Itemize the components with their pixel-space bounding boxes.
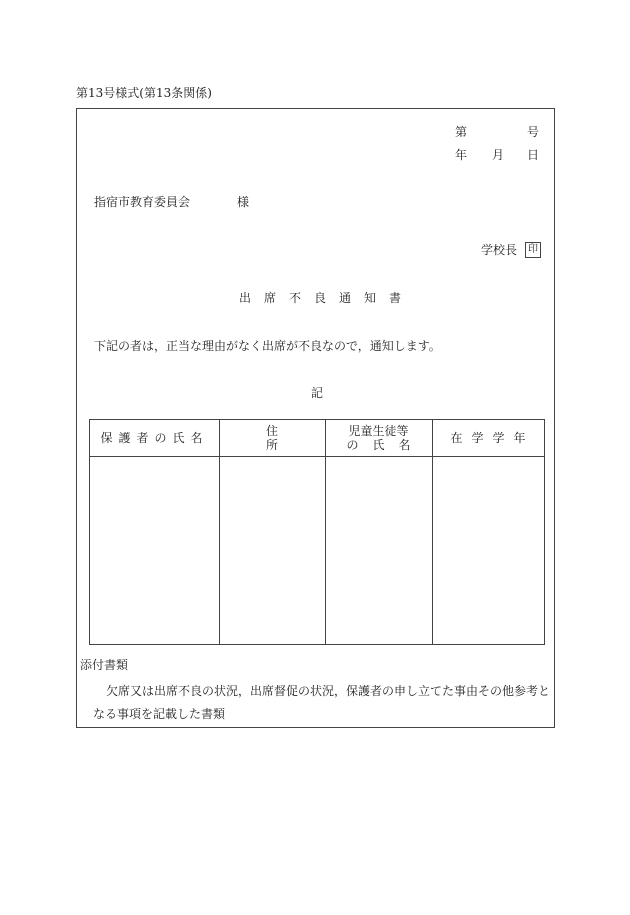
date-month: 月 <box>492 148 505 162</box>
date-year: 年 <box>455 148 468 162</box>
doc-number-dai: 第 <box>455 125 468 139</box>
addressee-name: 指宿市教育委員会 <box>94 195 191 209</box>
doc-number-go: 号 <box>527 125 540 139</box>
attachment-label: 添付書類 <box>80 658 129 672</box>
form-number: 第13号様式(第13条関係) <box>76 86 212 100</box>
document-title: 出席不良通知書 <box>239 291 415 305</box>
header-grade: 在学学年 <box>450 431 535 445</box>
sender-title: 学校長 <box>481 243 518 257</box>
attachment-line-1: 欠席又は出席不良の状況，出席督促の状況，保護者の申し立てた事由その他参考と <box>106 684 551 698</box>
header-student-name <box>325 420 432 456</box>
header-address: 住所 <box>265 424 324 452</box>
header-student-line2: の氏名 <box>346 438 425 452</box>
date-day: 日 <box>527 148 540 162</box>
attachment-line-2: なる事項を記載した書類 <box>93 707 226 721</box>
body-text: 下記の者は，正当な理由がなく出席が不良なので，通知します。 <box>94 339 441 353</box>
table-header-divider <box>90 456 544 457</box>
header-guardian-name: 保護者の氏名 <box>100 431 209 445</box>
ki-label: 記 <box>311 386 324 400</box>
header-student-line1: 児童生徒等 <box>348 424 409 438</box>
seal-mark: 印 <box>525 242 541 258</box>
student-table <box>89 419 545 645</box>
addressee-honorific: 様 <box>237 195 250 209</box>
